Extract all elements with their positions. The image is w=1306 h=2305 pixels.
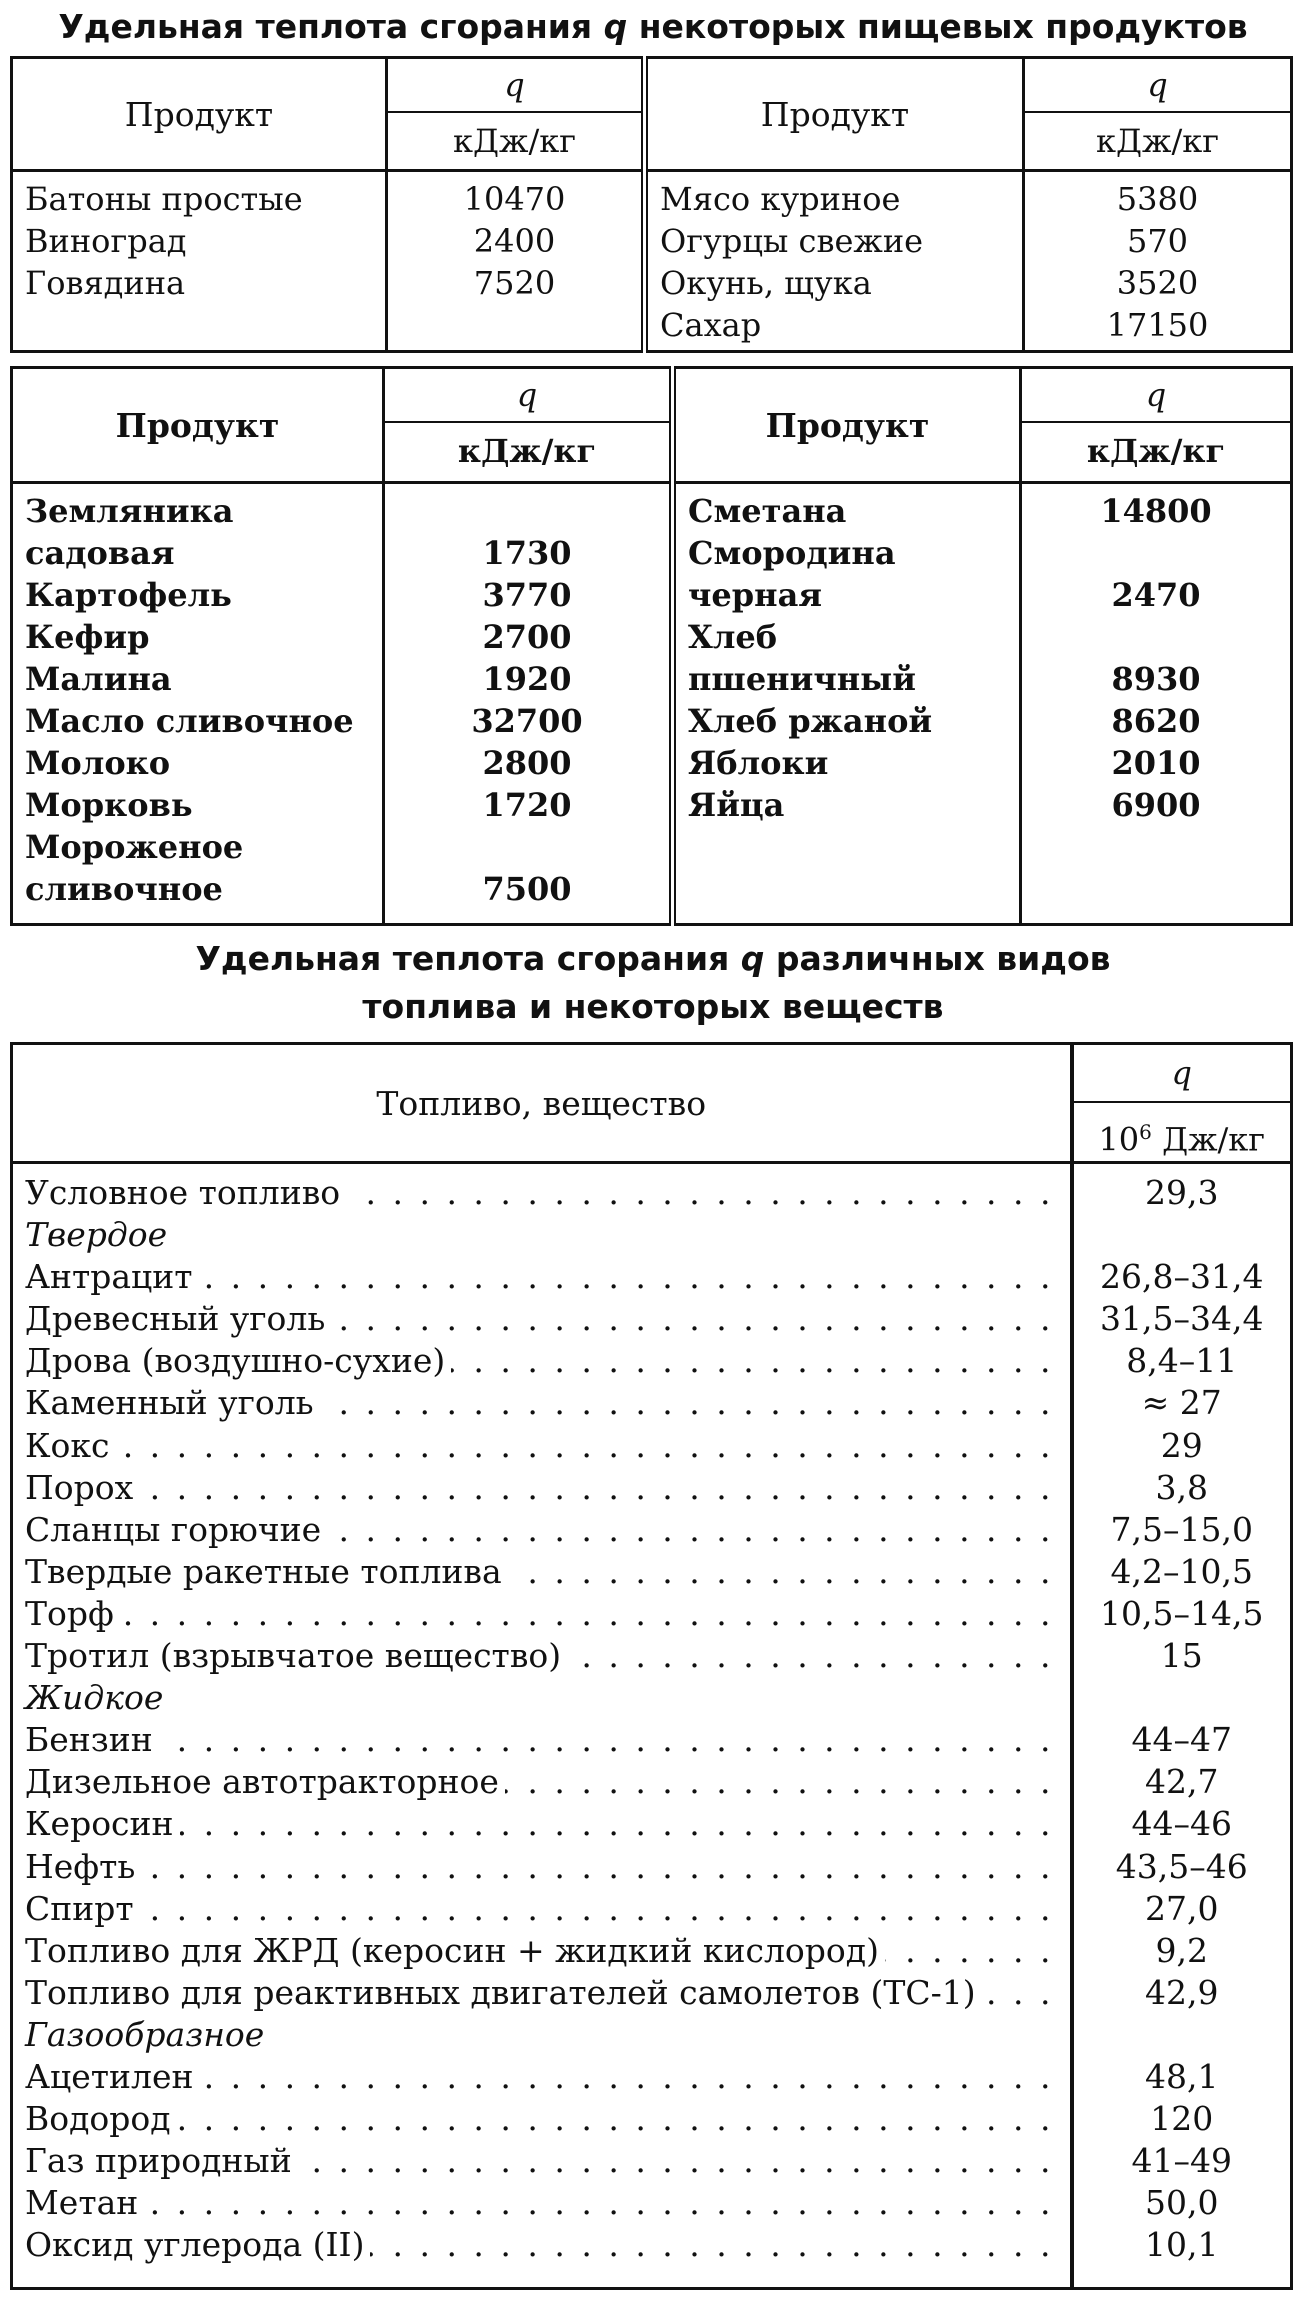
product-name: Говядина xyxy=(25,264,186,302)
product-value: 10470 xyxy=(463,180,566,218)
fuel-table-body xyxy=(12,1163,1292,2289)
product-value: 2700 xyxy=(482,618,572,657)
food-table-1-product-header-left: Продукт xyxy=(12,58,387,171)
food-table-2-product-header-right: Продукт xyxy=(673,368,1021,483)
product-name: Окунь, щука xyxy=(660,264,872,302)
fuel-name-label: Топливо для ЖРД (керосин + жидкий кислород) xyxy=(25,1931,885,1970)
product-value xyxy=(1022,616,1290,658)
fuel-value xyxy=(1074,2014,1291,2056)
fuel-value: 10,1 xyxy=(1145,2225,1219,2265)
title2-line1-after: различных видов xyxy=(764,939,1111,978)
product-value: 1920 xyxy=(482,660,572,699)
fuel-name xyxy=(13,1172,1070,1214)
food-table-2-product-header-left: Продукт xyxy=(12,368,384,483)
fuel-name xyxy=(13,1382,1070,1424)
fuel-name xyxy=(13,1256,1070,1298)
fuel-name-label: Дизельное автотракторное xyxy=(25,1762,505,1801)
fuel-value: 50,0 xyxy=(1145,2183,1219,2223)
fuel-category xyxy=(13,1677,1070,1719)
product-name: Яблоки xyxy=(688,744,829,783)
fuel-name-label: Тротил (взрывчатое вещество) xyxy=(25,1636,567,1675)
product-name: Мороженое xyxy=(25,828,244,867)
fuel-value: 3,8 xyxy=(1155,1467,1208,1507)
product-name: Огурцы свежие xyxy=(660,222,924,260)
fuel-name xyxy=(13,2056,1070,2098)
product-value: 14800 xyxy=(1100,492,1212,531)
fuel-value: 27,0 xyxy=(1145,1888,1219,1928)
food-table-1-product-header-right: Продукт xyxy=(645,58,1024,171)
product-value: 570 xyxy=(1126,222,1189,260)
unit-base: 10 xyxy=(1098,1120,1140,1159)
fuel-heat-title xyxy=(0,935,1306,1031)
product-name: Виноград xyxy=(25,222,187,260)
food-table-2 xyxy=(10,366,1293,926)
fuel-name-label: Древесный уголь xyxy=(25,1299,331,1338)
product-value: 1720 xyxy=(482,786,572,825)
fuel-name xyxy=(13,2098,1070,2140)
title1-before: Удельная теплота сгорания xyxy=(58,7,604,46)
product-name: Хлеб ржаной xyxy=(688,702,933,741)
title1-q: q xyxy=(603,7,628,46)
fuel-name-label: Спирт xyxy=(25,1889,140,1928)
food-table-1-right-values xyxy=(1024,171,1292,352)
fuel-value: ≈ 27 xyxy=(1141,1383,1222,1423)
product-value xyxy=(385,490,669,532)
food-table-2-q-header-left xyxy=(384,368,673,483)
fuel-value: 8,4–11 xyxy=(1126,1341,1238,1381)
food-heat-title xyxy=(0,2,1306,52)
fuel-name xyxy=(13,1298,1070,1340)
fuel-category xyxy=(13,2014,1070,2056)
q-symbol: q xyxy=(1025,59,1290,113)
fuel-name-label: Оксид углерода (II) xyxy=(25,2225,370,2264)
fuel-name xyxy=(13,1719,1070,1761)
product-name: Земляника xyxy=(25,492,234,531)
title2-line1-before: Удельная теплота сгорания xyxy=(195,939,741,978)
food-table-2-right-values xyxy=(1021,483,1292,925)
product-value: 8930 xyxy=(1111,660,1201,699)
product-value: 2800 xyxy=(482,744,572,783)
q-unit xyxy=(1074,1103,1291,1161)
fuel-name xyxy=(13,2140,1070,2182)
product-name: пшеничный xyxy=(688,660,916,699)
product-value: 2470 xyxy=(1111,576,1201,615)
fuel-name-label: Твердые ракетные топлива xyxy=(25,1552,508,1591)
fuel-value: 29 xyxy=(1160,1425,1203,1465)
q-unit: кДж/кг xyxy=(1096,122,1219,160)
fuel-name xyxy=(13,1593,1070,1635)
product-name: Малина xyxy=(25,660,172,699)
food-table-1-left-names xyxy=(12,171,387,352)
food-table-1-left-values xyxy=(387,171,645,352)
q-symbol: q xyxy=(385,369,669,423)
fuel-name xyxy=(13,1340,1070,1382)
title2-line1 xyxy=(0,935,1306,983)
product-value: 7500 xyxy=(482,870,572,909)
fuel-category-label: Газообразное xyxy=(25,2015,270,2054)
food-table-1-q-header-left xyxy=(387,58,645,171)
fuel-name-label: Метан xyxy=(25,2183,144,2222)
product-name: Смородина xyxy=(688,534,896,573)
product-name: Морковь xyxy=(25,786,193,825)
fuel-value: 29,3 xyxy=(1145,1173,1219,1212)
fuel-name-label: Каменный уголь xyxy=(25,1383,320,1422)
fuel-value: 120 xyxy=(1150,2099,1214,2139)
fuel-name xyxy=(13,1972,1070,2014)
fuel-name-label: Условное топливо xyxy=(25,1173,346,1212)
fuel-category-label: Жидкое xyxy=(25,1678,169,1717)
product-name: Сметана xyxy=(688,492,847,531)
title2-q: q xyxy=(740,939,765,978)
product-name: садовая xyxy=(25,534,175,573)
product-name: Кефир xyxy=(25,618,150,657)
fuel-name xyxy=(13,1509,1070,1551)
product-value: 8620 xyxy=(1111,702,1201,741)
product-name: Картофель xyxy=(25,576,232,615)
fuel-name xyxy=(13,2182,1070,2224)
fuel-table-header xyxy=(12,1044,1292,1163)
fuel-name xyxy=(13,1888,1070,1930)
fuel-value xyxy=(1074,1677,1291,1719)
fuel-name-label: Нефть xyxy=(25,1847,141,1886)
fuel-table xyxy=(10,1042,1293,2290)
fuel-name-label: Водород xyxy=(25,2099,177,2138)
fuel-name-label: Порох xyxy=(25,1468,139,1507)
product-name: Яйца xyxy=(688,786,785,825)
fuel-name-label: Ацетилен xyxy=(25,2057,199,2096)
product-name: Хлеб xyxy=(688,618,778,657)
q-symbol: q xyxy=(388,59,641,113)
fuel-value: 41–49 xyxy=(1131,2141,1232,2181)
fuel-value: 44–46 xyxy=(1131,1804,1232,1844)
fuel-category-label: Твердое xyxy=(25,1215,173,1254)
fuel-category xyxy=(13,1214,1070,1256)
fuel-name xyxy=(13,1635,1070,1677)
product-name: Мясо куриное xyxy=(660,180,901,218)
food-table-1-q-header-right xyxy=(1024,58,1292,171)
product-value: 17150 xyxy=(1106,306,1209,344)
fuel-value: 42,7 xyxy=(1145,1762,1219,1802)
q-unit: кДж/кг xyxy=(1086,432,1226,470)
fuel-value: 43,5–46 xyxy=(1115,1846,1248,1886)
food-table-1-header xyxy=(12,58,1292,171)
fuel-name-label: Кокс xyxy=(25,1426,116,1465)
title1-after: некоторых пищевых продуктов xyxy=(627,7,1248,46)
fuel-value: 44–47 xyxy=(1131,1720,1232,1760)
product-value: 3770 xyxy=(482,576,572,615)
q-unit: кДж/кг xyxy=(453,122,576,160)
food-table-1 xyxy=(10,56,1293,353)
food-table-1-body xyxy=(12,171,1292,352)
fuel-name-label: Керосин xyxy=(25,1804,180,1843)
fuel-name-label: Бензин xyxy=(25,1720,159,1759)
food-table-2-q-header-right xyxy=(1021,368,1292,483)
product-value: 7520 xyxy=(473,264,556,302)
fuel-value: 7,5–15,0 xyxy=(1110,1509,1253,1549)
fuel-name xyxy=(13,1803,1070,1845)
product-name: сливочное xyxy=(25,870,223,909)
product-value xyxy=(385,826,669,868)
fuel-name-label: Торф xyxy=(25,1594,120,1633)
fuel-name-label: Антрацит xyxy=(25,1257,199,1296)
fuel-value: 10,5–14,5 xyxy=(1100,1593,1264,1633)
food-table-2-left-names xyxy=(12,483,384,925)
fuel-name-label: Дрова (воздушно-сухие) xyxy=(25,1341,451,1380)
fuel-value: 15 xyxy=(1160,1636,1203,1676)
product-value: 2010 xyxy=(1111,744,1201,783)
food-table-2-header xyxy=(12,368,1292,483)
title2-line2: топлива и некоторых веществ xyxy=(362,987,944,1026)
fuel-name xyxy=(13,1551,1070,1593)
product-name: Батоны простые xyxy=(25,180,303,218)
product-value: 2400 xyxy=(473,222,556,260)
product-value: 32700 xyxy=(471,702,583,741)
fuel-name xyxy=(13,1761,1070,1803)
fuel-name-header: Топливо, вещество xyxy=(12,1044,1072,1163)
food-table-2-left-values xyxy=(384,483,673,925)
fuel-name xyxy=(13,1425,1070,1467)
product-value: 5380 xyxy=(1116,180,1199,218)
fuel-names-column xyxy=(12,1163,1072,2289)
product-value: 1730 xyxy=(482,534,572,573)
fuel-value: 48,1 xyxy=(1145,2056,1219,2096)
fuel-name-label: Газ природный xyxy=(25,2141,298,2180)
q-symbol: q xyxy=(1022,369,1290,423)
fuel-name xyxy=(13,2224,1070,2266)
product-name: Молоко xyxy=(25,744,171,783)
fuel-name-label: Сланцы горючие xyxy=(25,1510,327,1549)
product-name: Масло сливочное xyxy=(25,702,354,741)
q-symbol: q xyxy=(1074,1045,1291,1103)
unit-exponent: 6 xyxy=(1139,1120,1152,1144)
q-unit: кДж/кг xyxy=(457,432,597,470)
fuel-name xyxy=(13,1846,1070,1888)
fuel-value: 42,9 xyxy=(1145,1972,1219,2012)
fuel-name xyxy=(13,1467,1070,1509)
fuel-value: 4,2–10,5 xyxy=(1110,1551,1253,1591)
fuel-value: 26,8–31,4 xyxy=(1100,1257,1264,1297)
food-table-2-right-names xyxy=(673,483,1021,925)
fuel-value: 31,5–34,4 xyxy=(1100,1299,1264,1339)
fuel-values-column xyxy=(1072,1163,1292,2289)
fuel-value: 9,2 xyxy=(1155,1930,1208,1970)
fuel-q-header xyxy=(1072,1044,1292,1163)
product-name: черная xyxy=(688,576,822,615)
product-name: Сахар xyxy=(660,306,762,344)
product-value xyxy=(1022,532,1290,574)
fuel-name xyxy=(13,1930,1070,1972)
product-value: 3520 xyxy=(1116,264,1199,302)
fuel-name-label: Топливо для реактивных двигателей самолетов (ТС-1) xyxy=(25,1973,982,2012)
product-value: 6900 xyxy=(1111,786,1201,825)
unit-rest: Дж/кг xyxy=(1151,1120,1266,1159)
fuel-value xyxy=(1074,1214,1291,1256)
food-table-2-body xyxy=(12,483,1292,925)
food-table-1-right-names xyxy=(645,171,1024,352)
